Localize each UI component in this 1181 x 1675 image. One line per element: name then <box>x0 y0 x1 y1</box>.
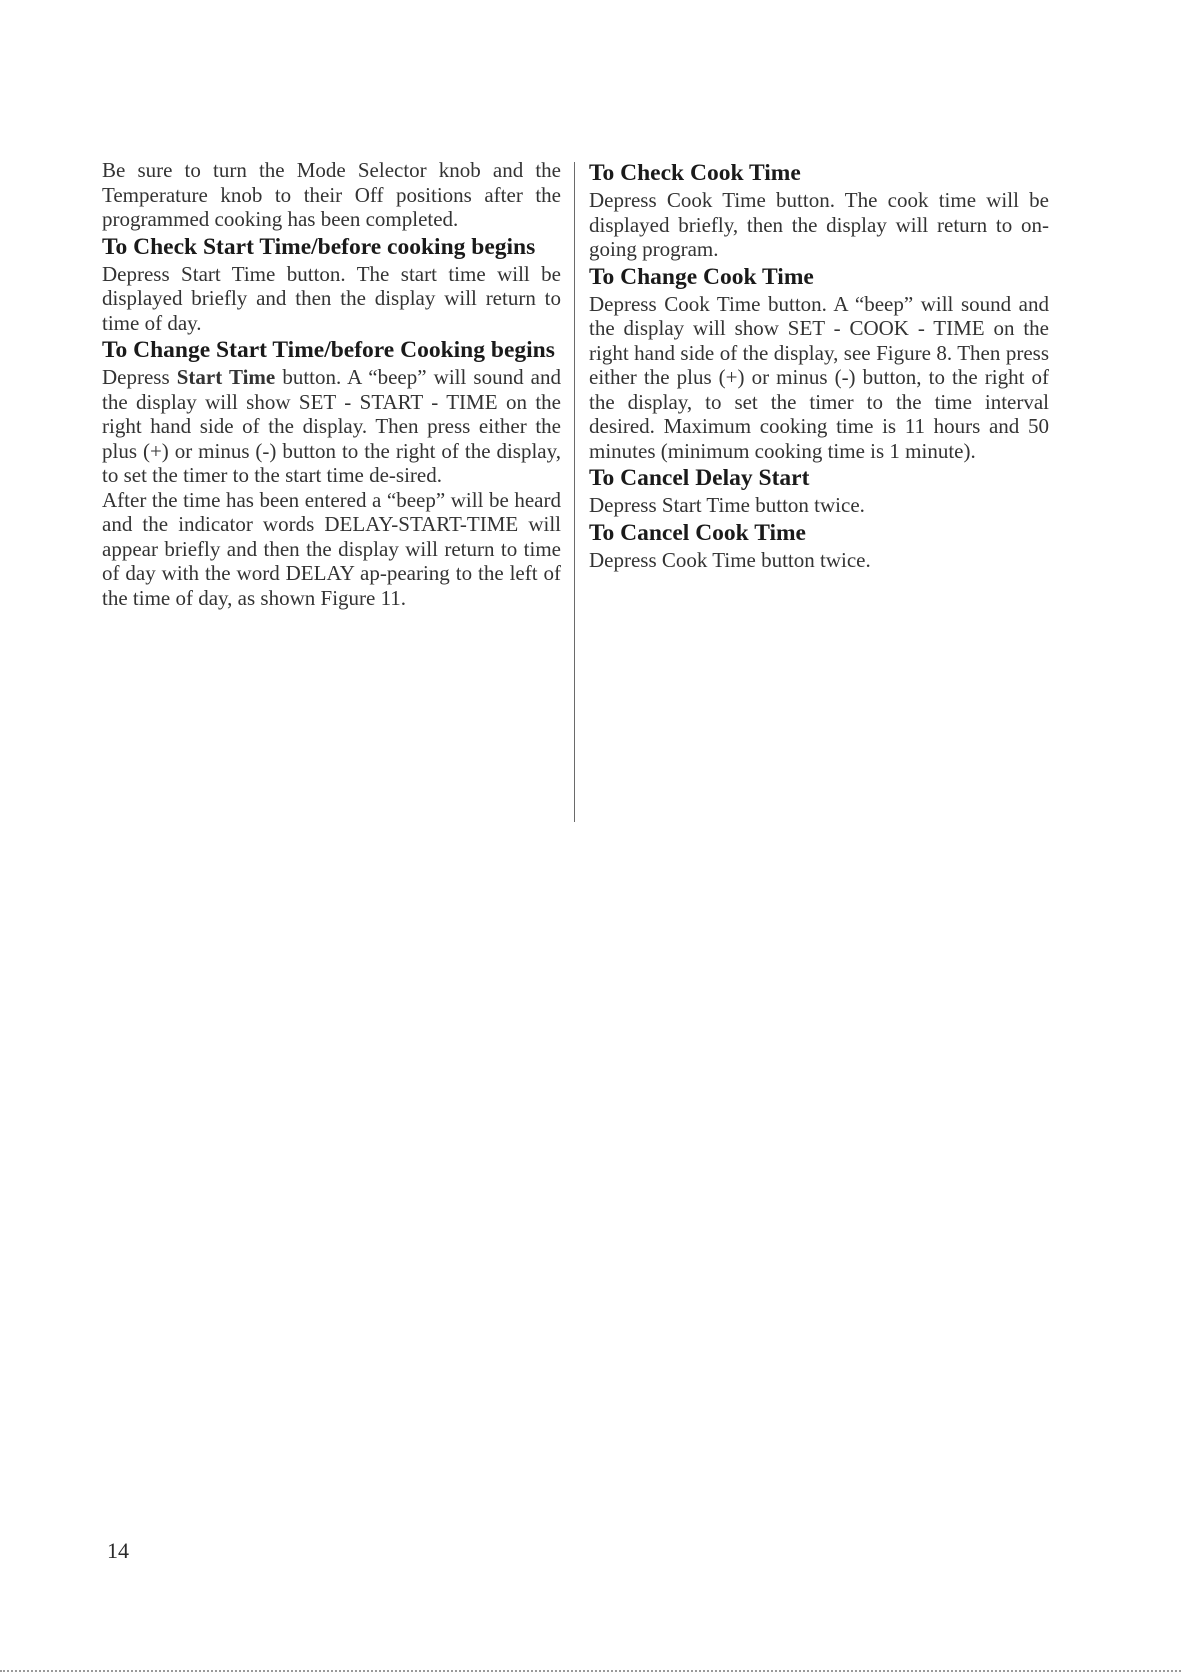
change-cook-time-paragraph: Depress Cook Time button. A “beep” will sound and the display will show SET - COOK - TIME on the right hand side of the display, see Figure 8. Then press either the plus (+) or minus (-) button, to the right of the display, to set the timer to the time interval desired. Maximum cooking time is 11 hours and 50 minutes (minimum cooking time is 1 minute). <box>589 291 1049 463</box>
change-start-prefix: Depress <box>102 365 177 389</box>
change-start-time-heading: To Change Start Time/before Cooking begins <box>102 337 555 363</box>
change-start-rest: button. A “beep” will sound and the display will show SET - START - TIME on the right hand side of the display. Then press either the plus (+) or minus (-) button to the right of the display, to set the timer to the start time de-sired. <box>102 365 561 487</box>
delay-start-paragraph: After the time has been entered a “beep” will be heard and the indicator words DELAY-START-TIME will appear briefly and then the display will return to time of day with the word DELAY ap-pearing to the left of the time of day, as shown Figure 11. <box>102 487 561 610</box>
check-cook-time-paragraph: Depress Cook Time button. The cook time will be displayed briefly, then the display will return to on-going program. <box>589 188 1049 261</box>
check-cook-time-heading: To Check Cook Time <box>589 160 801 186</box>
cancel-cook-time-heading: To Cancel Cook Time <box>589 519 806 546</box>
intro-paragraph: Be sure to turn the Mode Selector knob and the Temperature knob to their Off positions after the programmed cooking has been completed. <box>102 158 561 231</box>
start-time-emphasis: Start Time <box>176 365 276 389</box>
bottom-scan-edge <box>0 1670 1181 1672</box>
change-cook-time-heading: To Change Cook Time <box>589 263 814 290</box>
page-number: 14 <box>107 1538 129 1563</box>
change-start-time-paragraph <box>102 365 561 488</box>
left-column <box>102 158 561 610</box>
check-start-time-heading: To Check Start Time/before cooking begins <box>102 233 536 260</box>
cancel-delay-start-heading: To Cancel Delay Start <box>589 465 810 491</box>
right-column <box>589 158 1049 572</box>
column-divider <box>574 162 575 822</box>
cancel-delay-start-paragraph: Depress Start Time button twice. <box>589 493 865 517</box>
check-start-time-paragraph: Depress Start Time button. The start time will be displayed briefly and then the display will return to time of day. <box>102 261 561 335</box>
cancel-cook-time-paragraph: Depress Cook Time button twice. <box>589 547 871 572</box>
